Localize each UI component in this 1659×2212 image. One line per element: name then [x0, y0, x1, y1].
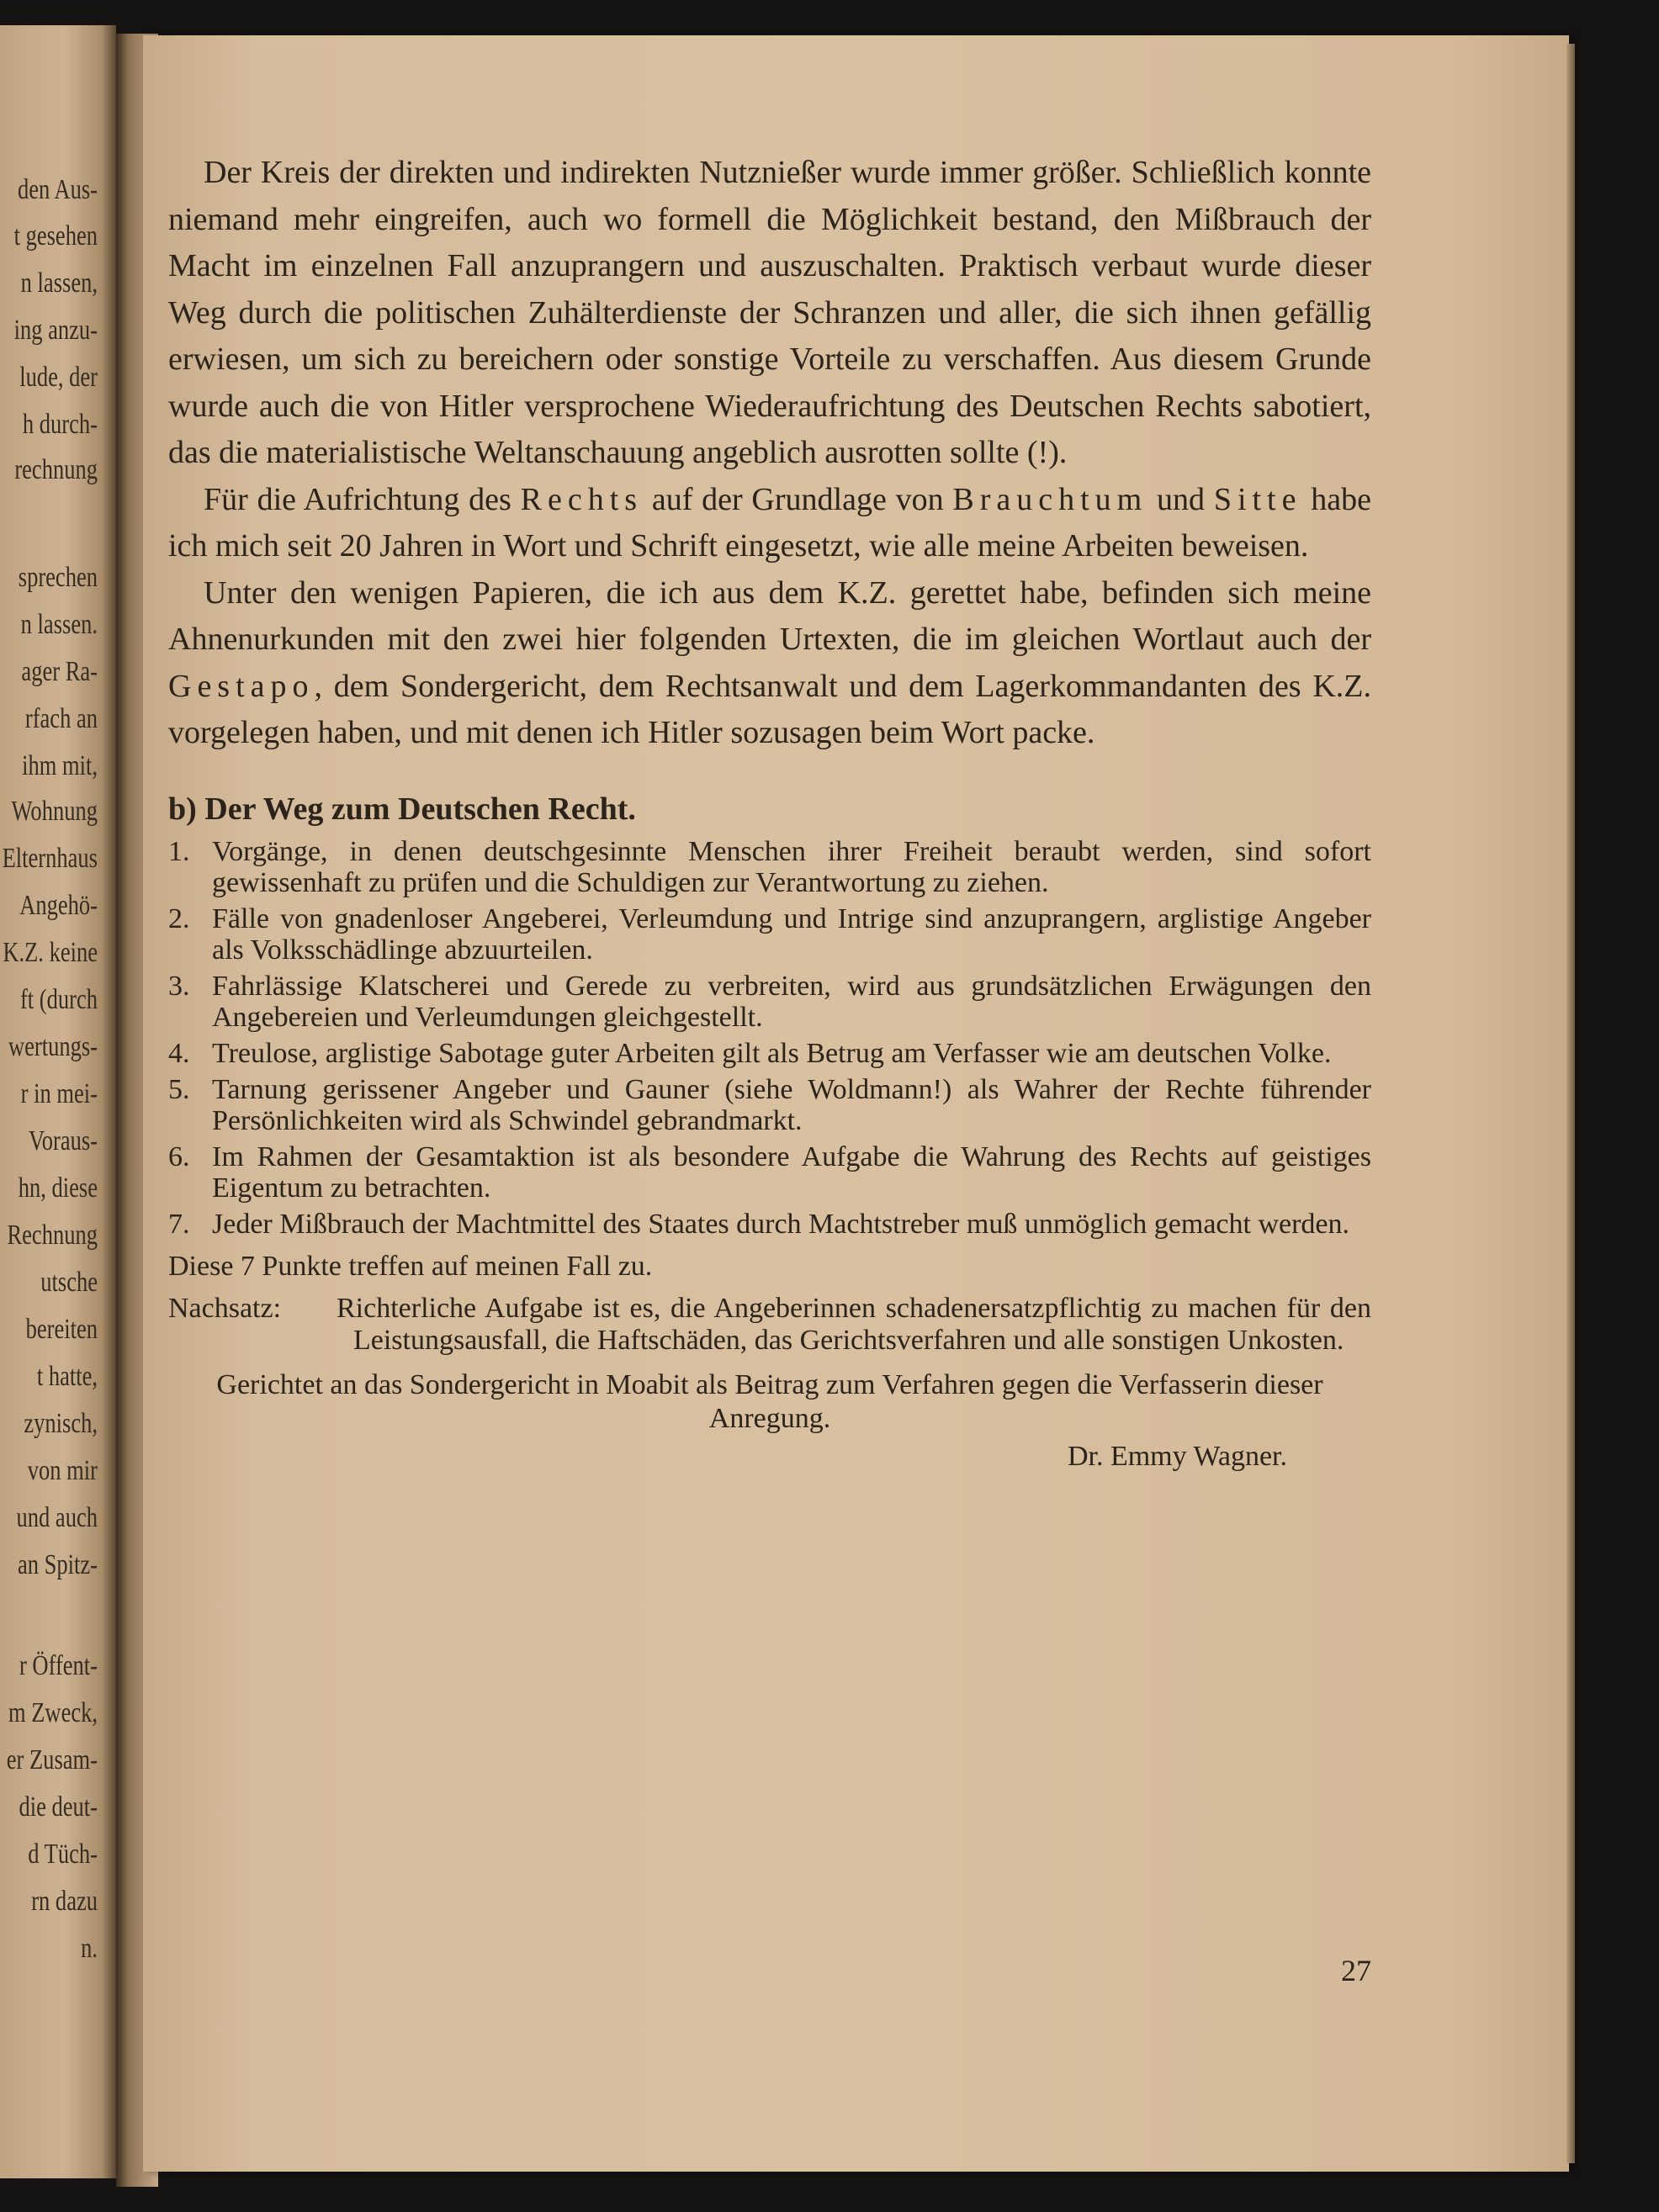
paragraph-2-text-e: und — [1148, 481, 1214, 517]
list-item — [168, 1038, 1371, 1069]
paragraph-2-text-g: habe ich mich seit 20 Jahren in Wort und Schrift eingesetzt, wie alle meine Arbeiten beweisen. — [168, 481, 1372, 564]
previous-page-fragment: Rechnung — [7, 1220, 98, 1251]
paragraph-1: Der Kreis der direkten und indirekten Nutznießer wurde immer größer. Schließlich konnte niemand mehr eingreifen, auch wo formell die Möglichkeit bestand, den Mißbrauch der Macht im einzelnen Fall anzuprangern und auszuschalten. Praktisch verbaut wurde dieser Weg durch die politischen Zuhälterdienste der Schranzen und aller, die sich ihnen gefällig erwiesen, um sich zu bereichern oder sonstige Vorteile zu verschaffen. Aus diesem Grunde wurde auch die von Hitler versprochene Wiederaufrichtung des Deutschen Rechts sabotiert, das die materialistische Weltanschauung angeblich ausrotten sollte (!). — [168, 155, 1371, 470]
previous-page-fragment: r Öffent- — [19, 1650, 98, 1681]
previous-page-fragment: rfach an — [24, 703, 98, 734]
section-heading: b) Der Weg zum Deutschen Recht. — [168, 791, 636, 827]
previous-page-fragment: an Spitz- — [17, 1549, 98, 1580]
list-item-text: Vorgänge, in denen deutschgesinnte Menschen ihrer Freiheit beraubt werden, sind sofort gewissenhaft zu prüfen und die Schuldigen zur Verantwortung zu ziehen. — [212, 835, 1371, 898]
list-item — [168, 1141, 1371, 1204]
list-item-number: 4. — [168, 1037, 190, 1069]
previous-page-fragment: Voraus- — [28, 1125, 98, 1156]
previous-page-fragment: bereiten — [25, 1314, 98, 1345]
previous-page-fragment: m Zweck, — [8, 1697, 98, 1728]
page-edge — [1566, 44, 1575, 2163]
previous-page-fragment: t gesehen — [13, 220, 98, 251]
spaced-word-rechts: Rechts — [520, 481, 644, 517]
previous-page-fragment: die deut- — [19, 1791, 98, 1823]
previous-page-fragment: und auch — [16, 1502, 98, 1533]
list-item-number: 5. — [168, 1073, 190, 1105]
page-number: 27 — [1341, 1954, 1371, 1987]
spaced-word-sitte: Sitte — [1213, 481, 1302, 517]
nachsatz-text: Richterliche Aufgabe ist es, die Angeberinnen schadenersatzpflichtig zu machen für den Leistungsausfall, die Haftschäden, das Gerichtsverfahren und alle sonstigen Unkosten. — [337, 1292, 1371, 1356]
previous-page-fragment: utsche — [40, 1267, 98, 1298]
paragraph-3 — [168, 570, 1371, 757]
signature: Dr. Emmy Wagner. — [1067, 1440, 1287, 1472]
previous-page-fragment: Elternhaus — [2, 843, 98, 874]
paragraph-3-text-a: Unter den wenigen Papieren, die ich aus dem K.Z. gerettet habe, befinden sich meine Ahnenurkunden mit den zwei hier folgenden Urtexten, die im gleichen Wortlaut auch der — [168, 574, 1371, 657]
previous-page-fragment: er Zusam- — [6, 1744, 98, 1775]
list-item — [168, 903, 1371, 966]
page-text — [168, 150, 1371, 1473]
paragraph-2-text-a: Für die Aufrichtung des — [204, 481, 521, 517]
previous-page-fragment: K.Z. keine — [3, 937, 98, 968]
closing-line: Diese 7 Punkte treffen auf meinen Fall zu. — [168, 1250, 653, 1282]
list-item-number: 7. — [168, 1208, 190, 1240]
previous-page-fragment: ing anzu- — [13, 315, 98, 346]
previous-page-fragment: rn dazu — [31, 1886, 98, 1917]
list-item-text: Im Rahmen der Gesamtaktion ist als besondere Aufgabe die Wahrung des Rechts auf geistiges Eigentum zu betrachten. — [212, 1140, 1371, 1204]
previous-page-fragment: h durch- — [22, 409, 98, 440]
list-item — [168, 1209, 1371, 1240]
list-item-text: Tarnung gerissener Angeber und Gauner (siehe Woldmann!) als Wahrer der Rechte führender Persönlichkeiten wird als Schwindel gebrandmarkt. — [212, 1073, 1371, 1136]
paragraph-2-text-c: auf der Grundlage von — [643, 481, 953, 517]
previous-page-fragment: hn, diese — [18, 1172, 98, 1204]
previous-page-fragment: r in mei- — [20, 1078, 98, 1109]
previous-page-fragment: t hatte, — [36, 1361, 98, 1392]
list-item-text: Treulose, arglistige Sabotage guter Arbeiten gilt als Betrug am Verfasser wie am deutschen Volke. — [212, 1037, 1332, 1069]
previous-page-fragment: ft (durch — [19, 984, 98, 1015]
previous-page-fragment: ager Ra- — [21, 656, 98, 687]
previous-page-fragment: sprechen — [18, 562, 98, 593]
list-item-text: Jeder Mißbrauch der Machtmittel des Staates durch Machtstreber muß unmöglich gemacht werden. — [212, 1208, 1350, 1240]
paragraph-2 — [168, 477, 1371, 570]
previous-page-fragment: d Tüch- — [28, 1839, 98, 1870]
previous-page-fragment: Wohnung — [11, 796, 98, 827]
previous-page-fragment: Angehö- — [19, 890, 98, 921]
list-item — [168, 971, 1371, 1033]
previous-page-fragment: zynisch, — [24, 1408, 98, 1439]
paragraph-3-text-c: , dem Sondergericht, dem Rechtsanwalt und dem Lagerkommandanten des K.Z. vorgelegen haben, und mit denen ich Hitler sozusagen beim Wort packe. — [168, 668, 1371, 750]
addressed-to-line: Gerichtet an das Sondergericht in Moabit als Beitrag zum Verfahren gegen die Verfasserin dieser Anregung. — [216, 1368, 1323, 1434]
list-item-number: 1. — [168, 835, 190, 867]
list-item-number: 6. — [168, 1140, 190, 1172]
previous-page-fragment: wertungs- — [8, 1031, 98, 1062]
previous-page-edge — [0, 25, 116, 2178]
previous-page-fragment: ihm mit, — [22, 750, 98, 781]
list-item-number: 3. — [168, 970, 190, 1002]
list-item-text: Fälle von gnadenloser Angeberei, Verleumdung und Intrige sind anzuprangern, arglistige Angeber als Volksschädlinge abzuurteilen. — [212, 902, 1371, 966]
nachsatz — [168, 1293, 1371, 1357]
previous-page-fragment: lude, der — [19, 362, 98, 393]
spaced-word-brauchtum: Brauchtum — [952, 481, 1148, 517]
previous-page-fragment: n lassen. — [20, 609, 98, 640]
points-list — [168, 836, 1371, 1240]
list-item-text: Fahrlässige Klatscherei und Gerede zu verbreiten, wird aus grundsätzlichen Erwägungen den Angebereien und Verleumdungen gleichgestellt. — [212, 970, 1371, 1033]
nachsatz-label: Nachsatz: — [168, 1292, 282, 1324]
previous-page-fragment: den Aus- — [17, 174, 98, 205]
previous-page-fragment: n. — [81, 1933, 98, 1964]
previous-page-fragment: n lassen, — [20, 267, 98, 299]
list-item — [168, 1074, 1371, 1136]
list-item-number: 2. — [168, 902, 190, 934]
previous-page-fragment: von mir — [27, 1455, 98, 1486]
list-item — [168, 836, 1371, 898]
previous-page-fragment: rechnung — [14, 454, 98, 485]
spaced-word-gestapo: Gestapo — [168, 668, 315, 704]
